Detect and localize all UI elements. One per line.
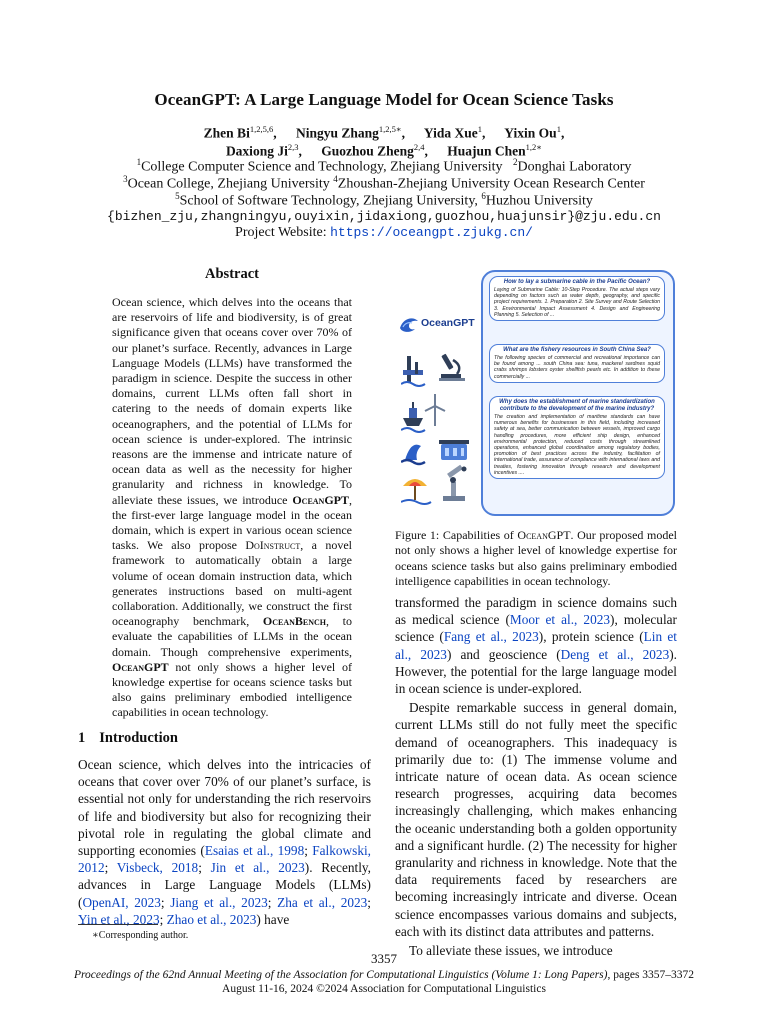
body-text: ), protein science ( (538, 629, 644, 645)
citation-link[interactable]: Visbeck, 2018 (116, 860, 199, 876)
qa-answer: The creation and implementation of maritime standards can have numerous benefits for businesses in this field, including increased safety at sea, better communication between vessels, improved cargo handling procedures, more efficient ship design, enhanced environmental protection, reduced costs through streamlined operations, enhanced global coordination among regulatory bodies, promotion of best practices across the industry, facilitation of international trade, assurance of compliance with international laws and treaties, fostering innovation through research and development incentives .... (494, 414, 660, 476)
author-affiliation-sup: 1 (477, 124, 483, 134)
abstract-text: Ocean science, which delves into the oceans that are reservoirs of life and biodiversity, is of great significance given that oceans cover over 70% of our planet’s surface. Recently, advances in Large Language Models (LLMs) have transformed the paradigm in science. Despite the success in other domains, current LLMs often fall short in catering to the needs of domain experts like oceanographers, and the potential of LLMs for ocean science is under-explored. The intrinsic reasons are the immense and intricate nature of ocean data as well as the necessity for higher granularity and richness in knowledge. To alleviate these issues, we introduce (112, 295, 352, 507)
paper-title: OceanGPT: A Large Language Model for Ocean Science Tasks (154, 90, 614, 109)
caption-prefix: Figure 1: Capabilities of (395, 528, 518, 542)
body-text: transformed the paradigm in science domains such as medical science ( (395, 595, 677, 628)
affiliation-text: College Computer Science and Technology, Zhejiang University (141, 159, 503, 175)
model-name: OceanGPT (112, 659, 169, 674)
author-name: Guozhou Zheng (321, 143, 414, 159)
author-affiliation-sup: 1 (556, 124, 561, 134)
citation-link[interactable]: Deng et al., 2023 (560, 646, 670, 662)
paragraph (395, 594, 677, 697)
qa-answer: Laying of Submarine Cable: 10-Step Procedure. The actual steps vary depending on factors such as water depth, geography, and specific project requirements. 1. Preparation 2. Site Survey and Route Selection 3. Environmental Impact Assessment 4. Design and Engineering Planning 5. Selection of ... (494, 287, 660, 318)
author-name: Huajun Chen (447, 143, 526, 159)
wave-logo-icon (397, 312, 421, 336)
logo-text: OceanGPT (421, 317, 475, 329)
citation-link[interactable]: OpenAI, 2023 (82, 894, 161, 910)
body-text: ). Recently, advances in Large Language Models (LLMs) ( (78, 860, 371, 910)
citation-link[interactable]: Yin et al., 2023 (78, 911, 160, 927)
abstract-heading: Abstract (205, 266, 259, 282)
affiliation-sup: 2 (512, 157, 518, 167)
author-sep: , (424, 143, 428, 159)
capability-icons (401, 348, 473, 508)
affiliation-line-3 (0, 191, 768, 210)
citation-link[interactable]: Jiang et al., 2023 (170, 894, 268, 910)
author-affiliation-sup: 1,2,5∗ (378, 124, 402, 134)
authors-line-1 (0, 124, 768, 142)
qa-question: How to lay a submarine cable in the Pacific Ocean? (503, 279, 651, 285)
affiliation-text: Donghai Laboratory (517, 159, 632, 175)
section-number: 1 (78, 730, 86, 746)
citation-link[interactable]: Lin et al., 2023 (395, 629, 677, 662)
citation-link[interactable]: Esaias et al., 1998 (204, 843, 305, 859)
affiliation-sup: 6 (481, 191, 486, 201)
footnote: ∗Corresponding author. (92, 930, 189, 941)
citation-link[interactable]: Zhao et al., 2023 (166, 911, 257, 927)
model-name: OceanGPT (292, 492, 349, 507)
abstract-text: , the first-ever large language model in the ocean domain, which is expert in various ocean science tasks. We also propose (112, 492, 352, 553)
beach-umbrella-icon (401, 479, 431, 504)
qa-question: Why does the establishment of marine standardization contribute to the development of the marine industry? (499, 399, 655, 412)
author-name: Daxiong Ji (225, 143, 288, 159)
intro-right-column (395, 594, 677, 961)
section-heading (78, 730, 178, 747)
wind-turbine-icon (425, 394, 445, 426)
author-affiliation-sup: 1,2,5,6 (249, 124, 274, 134)
qa-panel (481, 270, 675, 516)
author-sep: , (273, 125, 277, 141)
author-name: Zhen Bi (203, 125, 250, 141)
proceedings-title: Proceedings of the 62nd Annual Meeting of the Association for Computational Linguistics (Volume 1: Long Papers) (73, 969, 608, 981)
body-text: Ocean science, which delves into the intricacies of oceans that cover over 70% of our planet’s surface, is essential not only for understanding the rich reservoirs of life and biodiversity but also for recognizing their pivotal role in regulating the global climate and supporting economies ( (78, 757, 371, 859)
qa-answer: The following species of commercial and recreational importance can be found among ... south China sea: tuna, mackerel sardines squid crabs shrimps lobsters oyster shellfish pearls etc. In addition to these commercially ... (494, 355, 660, 380)
intro-left-column (78, 756, 371, 928)
author-name: Yixin Ou (504, 125, 557, 141)
figure-caption (395, 528, 677, 590)
proceedings-line-1 (0, 968, 768, 982)
qa-card (489, 396, 665, 479)
body-text: ). However, the potential for the large language model in ocean science is under-explored. (395, 646, 677, 697)
citation-sep: ; (104, 860, 117, 876)
robot-arm-icon (443, 465, 467, 501)
citation-sep: ; (159, 911, 167, 927)
qa-card (489, 344, 665, 383)
shark-fin-icon (401, 445, 425, 464)
affiliation-sup: 1 (136, 157, 142, 167)
abstract-body (112, 295, 352, 721)
citation-sep: ; (267, 894, 278, 910)
body-text: ) and geoscience ( (446, 646, 561, 662)
figure-1 (395, 268, 677, 520)
abstract-text: , to evaluate the capabilities of LLMs in the ocean domain. Though comprehensive experiments, (112, 614, 352, 659)
author-emails: {bizhen_zju,zhangningyu,ouyixin,jidaxiong,guozhou,huajunsir}@zju.edu.cn (107, 209, 661, 224)
affiliation-text: Ocean College, Zhejiang University (127, 176, 334, 192)
affiliation-sup: 4 (333, 174, 338, 184)
offshore-platform-icon (401, 356, 425, 386)
body-text: ), molecular science ( (395, 612, 677, 645)
qa-card (489, 276, 665, 321)
author-name: Ningyu Zhang (295, 125, 379, 141)
citation-sep: ; (367, 894, 371, 910)
abstract-text: , a novel framework to automatically obtain a large volume of ocean domain instruction data, which generates instructions based on multi-agent collaboration. Additionally, we construct the first oceanography benchmark, (112, 538, 352, 629)
affiliation-text: School of Software Technology, Zhejiang University, (179, 193, 482, 209)
project-website (0, 225, 768, 241)
author-sep: , (560, 125, 565, 141)
author-sep: , (401, 125, 406, 141)
ship-icon (401, 402, 425, 432)
citation-sep: ; (304, 843, 313, 859)
microscope-icon (439, 354, 465, 381)
proceedings-footer (0, 968, 768, 996)
author-sep: , (482, 125, 486, 141)
section-title: Introduction (99, 730, 178, 746)
website-link[interactable]: https://oceangpt.zjukg.cn/ (330, 225, 533, 240)
citation-sep: ; (198, 860, 211, 876)
affiliation-line-2 (0, 174, 768, 193)
affiliation-line-1 (0, 157, 768, 176)
author-name: Yida Xue (423, 125, 478, 141)
proceedings-line-2: August 11-16, 2024 ©2024 Association for Computational Linguistics (222, 983, 546, 995)
caption-text: . Our proposed model not only shows a higher level of knowledge expertise for oceans science tasks but also gains preliminary embodied intelligence capabilities in ocean technology. (395, 528, 677, 589)
website-label: Project Website: (235, 225, 331, 240)
citation-link[interactable]: Zha et al., 2023 (277, 894, 368, 910)
author-affiliation-sup: 2,3 (287, 142, 299, 152)
footnote-rule (78, 924, 158, 925)
abstract-text: not only shows a higher level of knowledge expertise for oceans science tasks but also gains preliminary embodied intelligence capabilities in ocean technology. (112, 659, 352, 720)
affiliation-sup: 3 (123, 174, 128, 184)
author-sep: , (298, 143, 302, 159)
water-treatment-icon (439, 440, 469, 460)
page-number: 3357 (371, 951, 397, 966)
framework-name: DoInstruct (245, 538, 301, 553)
affiliation-text: Huzhou University (485, 193, 593, 209)
citation-sep: ; (160, 894, 171, 910)
citation-link[interactable]: Fang et al., 2023 (443, 629, 539, 645)
affiliation-text: Zhoushan-Zhejiang University Ocean Research Center (337, 176, 645, 192)
qa-question: What are the fishery resources in South China Sea? (503, 347, 651, 353)
citation-link[interactable]: Moor et al., 2023 (509, 612, 611, 628)
caption-model-name: OceanGPT (517, 528, 571, 542)
proceedings-pages: , pages 3357–3372 (607, 969, 695, 981)
author-affiliation-sup: 1,2∗ (525, 142, 543, 152)
citation-link[interactable]: Jin et al., 2023 (210, 860, 305, 876)
citation-link[interactable]: Falkowski, 2012 (78, 843, 371, 876)
affiliation-sup: 5 (175, 191, 180, 201)
paragraph: Despite remarkable success in general domain, current LLMs still do not fully meet the specific demand of oceanographers. This inadequacy is primarily due to: (1) The immense volume and intricate nature of ocean data. As ocean science research progresses, acquiring data becomes increasingly challenging, which makes enhancing the oceanic understanding both a golden opportunity and a significant hurdle. (2) The necessity for higher granularity and richness in knowledge. Note that the data requirements faced by researchers are becoming increasingly intricate and diverse. Ocean science encompasses various domains and subjects, each with its distinct data attributes and patterns. (395, 700, 677, 939)
paragraph: To alleviate these issues, we introduce (409, 943, 613, 959)
author-affiliation-sup: 2,4 (413, 142, 425, 152)
body-text: ) have (256, 911, 290, 927)
oceangpt-logo (397, 312, 481, 336)
benchmark-name: OceanBench (262, 614, 327, 629)
